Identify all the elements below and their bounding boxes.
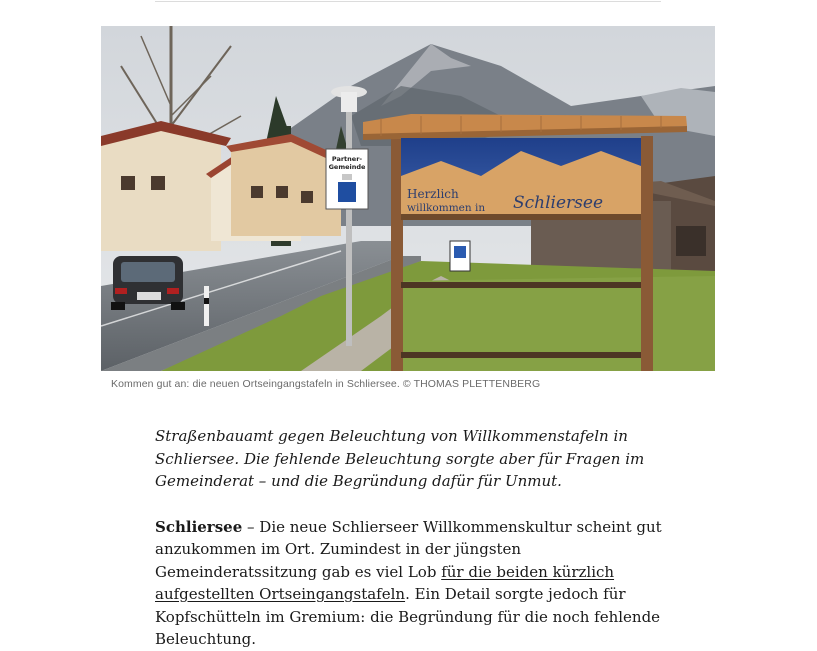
dateline: Schliersee: [155, 517, 243, 536]
paragraph-text-end: . Ein Detail sorgte jedoch für Kopfschütteln im Gremium: die Begründung für die noch fehlende Beleuchtung.: [155, 585, 661, 648]
paragraph-text-start: – Die neue Schlierseer Willkommenskultur scheint gut anzukommen im Ort. Zumindest in der jüngsten Gemeinderatssitzung gab es viel Lob: [155, 517, 662, 581]
article-body: [155, 425, 665, 651]
welcome-sign-line1: Herzlich: [407, 187, 459, 201]
signs-article-link[interactable]: für die beiden kürzlich aufgestellten Ortseingangstafeln: [155, 562, 615, 603]
article-photo[interactable]: [101, 26, 715, 371]
top-divider: [155, 1, 661, 2]
article-paragraph: [155, 516, 665, 651]
car: [111, 256, 185, 310]
partner-sign-title-2: Gemeinde: [328, 163, 366, 171]
article-lead: Straßenbauamt gegen Beleuchtung von Willkommenstafeln in Schliersee. Die fehlende Beleuchtung sorgte aber für Fragen im Gemeinderat – und die Begründung dafür für Unmut.: [155, 427, 645, 490]
welcome-sign-place: Schliersee: [513, 193, 604, 213]
welcome-sign-line2: willkommen in: [407, 202, 486, 214]
partner-sign-title-1: Partner-: [331, 155, 363, 163]
photo-caption: Kommen gut an: die neuen Ortseingangstafeln in Schliersee. © THOMAS PLETTENBERG: [111, 378, 541, 390]
